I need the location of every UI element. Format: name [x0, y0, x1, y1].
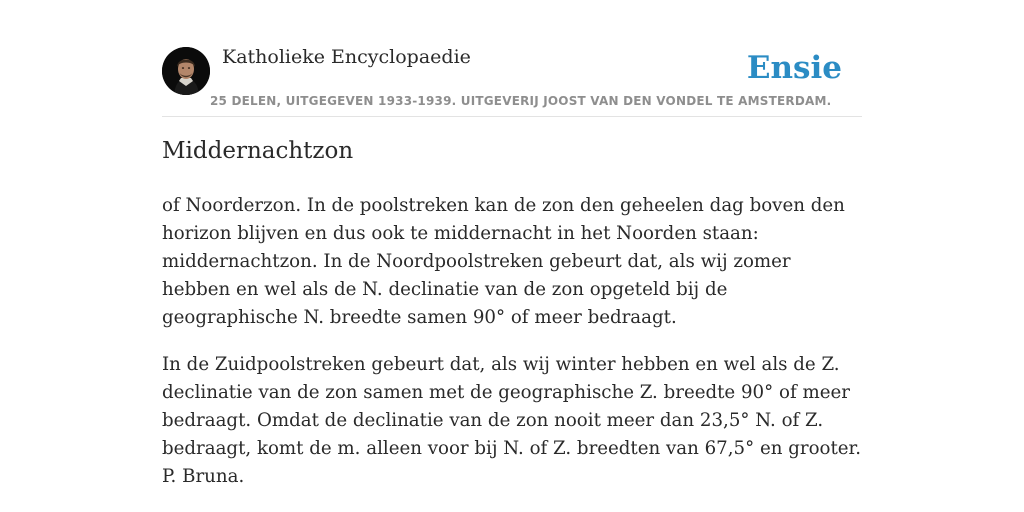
- brand-logo-link[interactable]: Ensie: [746, 50, 842, 86]
- publication-meta: 25 DELEN, UITGEGEVEN 1933-1939. UITGEVERIJ JOOST VAN DEN VONDEL TE AMSTERDAM.: [210, 94, 832, 108]
- entry-body: [162, 192, 862, 510]
- publication-title[interactable]: Katholieke Encyclopaedie: [222, 46, 471, 68]
- entry-paragraph: In de Zuidpoolstreken gebeurt dat, als wij winter hebben en wel als de Z. declinatie van de zon samen met de geographische Z. breedte 90° of meer bedraagt. Omdat de declinatie van de zon nooit meer dan 23,5° N. of Z. bedraagt, komt de m. alleen voor bij N. of Z. breedten van 67,5° en grooter. P. Bruna.: [162, 354, 862, 487]
- header: [162, 44, 862, 117]
- entry-title: Middernachtzon: [162, 138, 354, 164]
- portrait-avatar-icon[interactable]: [162, 47, 210, 95]
- entry-paragraph: of Noorderzon. In de poolstreken kan de zon den geheelen dag boven den horizon blijven en dus ook te middernacht in het Noorden staan: middernachtzon. In de Noordpoolstreken gebeurt dat, als wij zomer hebben en wel als de N. declinatie van de zon opgeteld bij de geographische N. breedte samen 90° of meer bedraagt.: [162, 195, 845, 328]
